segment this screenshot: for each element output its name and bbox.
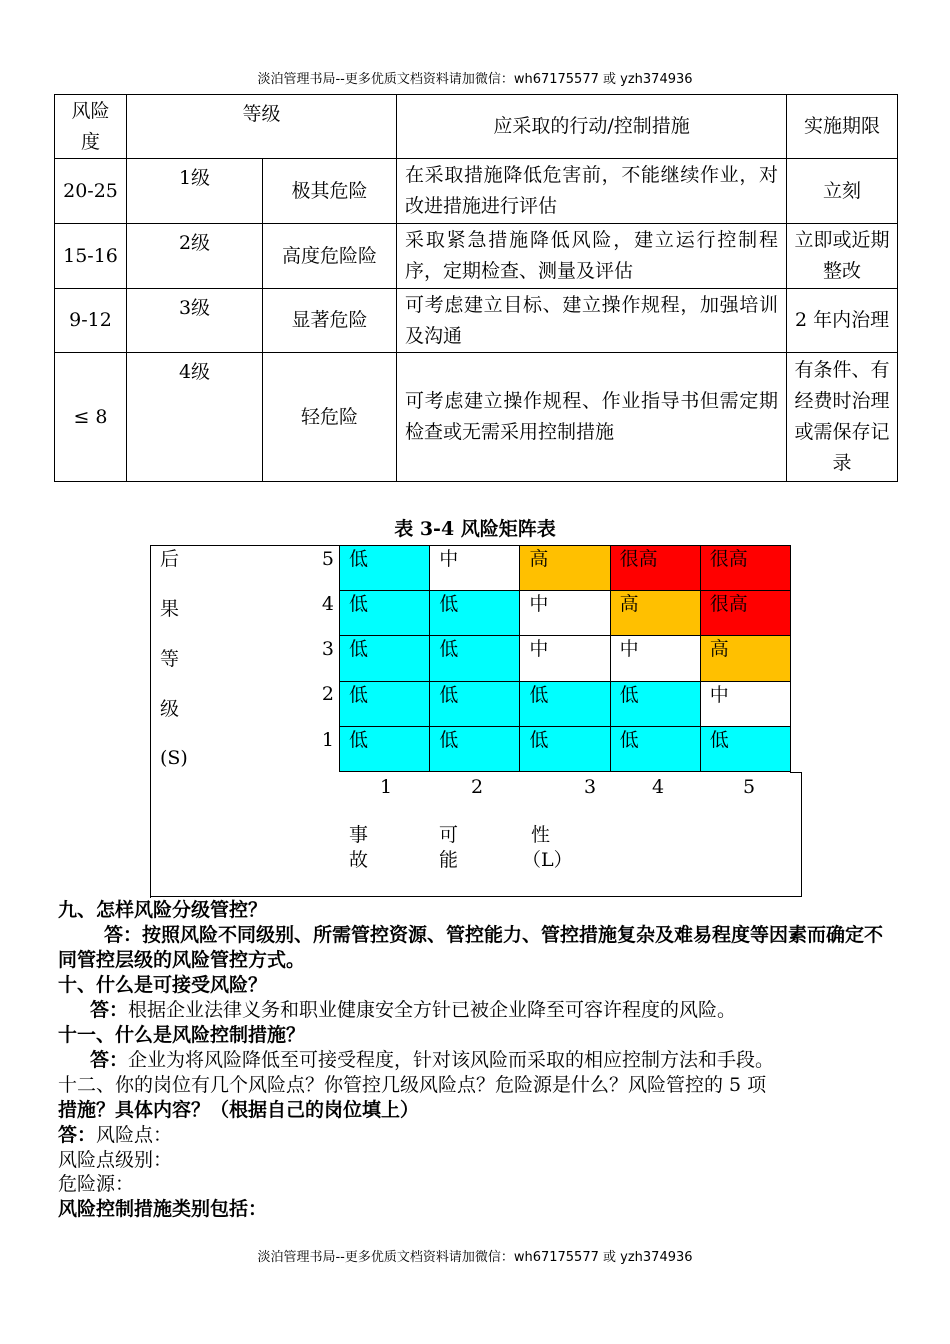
matrix-frame-edge: [790, 772, 801, 773]
page-header: 淡泊管理书局--更多优质文档资料请加微信：wh67175577 或 yzh374936: [257, 72, 693, 87]
y-axis-label-char: 等: [160, 648, 180, 670]
degree-cell: 9-12: [55, 289, 127, 353]
matrix-cell: 低: [700, 726, 790, 771]
answer-12-line-2: 风险点级别：: [58, 1149, 173, 1171]
matrix-cell: 低: [610, 681, 700, 726]
matrix-cell: 低: [340, 636, 430, 681]
question-12-line-2: 措施？具体内容？（根据自己的岗位填上）: [58, 1099, 420, 1121]
matrix-cell: 中: [430, 546, 520, 591]
l-tick: 4: [651, 776, 665, 798]
degree-cell: 20-25: [55, 159, 127, 224]
l-tick: 1: [379, 776, 393, 798]
matrix-cell: 低: [430, 591, 520, 636]
matrix-cell: 很高: [700, 591, 790, 636]
degree-cell: 15-16: [55, 224, 127, 289]
name-cell: 显著危险: [263, 289, 397, 353]
y-axis-label-char: 后: [160, 548, 180, 570]
l-tick: 3: [583, 776, 597, 798]
x-axis-label-char: 故: [349, 849, 369, 871]
x-axis-label-char: 可: [439, 824, 459, 846]
question-10: 十、什么是可接受风险？: [58, 974, 268, 996]
answer-11: 答：企业为将风险降低至可接受程度，针对该风险而采取的相应控制方法和手段。: [90, 1049, 775, 1071]
name-cell: 极其危险: [263, 159, 397, 224]
x-axis-label-char: 事: [349, 824, 369, 846]
matrix-cell: 低: [430, 681, 520, 726]
matrix-cell: 很高: [700, 546, 790, 591]
action-cell: 可考虑建立操作规程、作业指导书但需定期检查或无需采用控制措施: [397, 353, 787, 482]
question-9: 九、怎样风险分级管控？: [58, 899, 268, 921]
matrix-cell: 高: [610, 591, 700, 636]
risk-level-table: [54, 94, 898, 482]
table-row: [55, 289, 898, 353]
matrix-cell: 低: [340, 726, 430, 771]
s-tick: 2: [321, 683, 334, 705]
answer-12-line-1: 答：风险点：: [58, 1124, 173, 1146]
table-row: [55, 224, 898, 289]
answer-10: 答：根据企业法律义务和职业健康安全方针已被企业降至可容许程度的风险。: [90, 999, 737, 1021]
limit-cell: 立刻: [787, 159, 898, 224]
matrix-caption: 表 3-4 风险矩阵表: [394, 518, 556, 540]
s-tick: 5: [321, 548, 334, 570]
matrix-cell: 中: [610, 636, 700, 681]
table-row: [55, 159, 898, 224]
header-grade: 等级: [127, 95, 397, 159]
s-tick: 1: [321, 729, 334, 751]
name-cell: 高度危险险: [263, 224, 397, 289]
y-axis-label-char: 级: [160, 698, 180, 720]
level-cell: 2级: [127, 224, 263, 289]
name-cell: 轻危险: [263, 353, 397, 482]
answer-12-line-4: 风险控制措施类别包括：: [58, 1198, 268, 1220]
matrix-cell: 低: [430, 726, 520, 771]
matrix-cell: 高: [700, 636, 790, 681]
matrix-cell: 低: [520, 681, 610, 726]
action-cell: 在采取措施降低危害前，不能继续作业，对改进措施进行评估: [397, 159, 787, 224]
s-tick: 3: [321, 638, 334, 660]
limit-cell: 有条件、有经费时治理或需保存记录: [787, 353, 898, 482]
l-tick: 2: [470, 776, 484, 798]
header-action: 应采取的行动/控制措施: [397, 95, 787, 159]
answer-12-line-3: 危险源：: [58, 1173, 135, 1195]
matrix-cell: 低: [610, 726, 700, 771]
y-axis-label-char: 果: [160, 598, 180, 620]
header-limit: 实施期限: [787, 95, 898, 159]
action-cell: 采取紧急措施降低风险，建立运行控制程序，定期检查、测量及评估: [397, 224, 787, 289]
x-axis-label-char: （L）: [522, 849, 573, 871]
x-axis-label-char: 能: [439, 849, 459, 871]
limit-cell: 2 年内治理: [787, 289, 898, 353]
matrix-cell: 低: [520, 726, 610, 771]
question-11: 十一、什么是风险控制措施？: [58, 1024, 306, 1046]
matrix-cell: 低: [340, 591, 430, 636]
matrix-cell: 高: [520, 546, 610, 591]
matrix-cell: 很高: [610, 546, 700, 591]
risk-matrix-grid: [339, 545, 791, 772]
y-axis-label-char: (S): [160, 747, 188, 769]
header-degree: 风险度: [55, 95, 127, 159]
page-footer: 淡泊管理书局--更多优质文档资料请加微信：wh67175577 或 yzh374936: [257, 1250, 693, 1265]
question-12-line-1: 十二、你的岗位有几个风险点？你管控几级风险点？危险源是什么？风险管控的 5 项: [58, 1074, 767, 1096]
limit-cell: 立即或近期整改: [787, 224, 898, 289]
level-cell: 3级: [127, 289, 263, 353]
matrix-cell: 中: [700, 681, 790, 726]
table-row: [55, 353, 898, 482]
matrix-cell: 低: [340, 546, 430, 591]
answer-9: 答：按照风险不同级别、所需管控资源、管控能力、管控措施复杂及难易程度等因素而确定不同管控层级的风险管控方式。: [58, 924, 884, 971]
s-tick: 4: [321, 593, 334, 615]
matrix-cell: 低: [430, 636, 520, 681]
matrix-cell: 中: [520, 591, 610, 636]
degree-cell: ≤ 8: [55, 353, 127, 482]
matrix-cell: 中: [520, 636, 610, 681]
action-cell: 可考虑建立目标、建立操作规程，加强培训及沟通: [397, 289, 787, 353]
level-cell: 1级: [127, 159, 263, 224]
level-cell: 4级: [127, 353, 263, 482]
matrix-cell: 低: [340, 681, 430, 726]
x-axis-label-char: 性: [531, 824, 551, 846]
l-tick: 5: [742, 776, 756, 798]
